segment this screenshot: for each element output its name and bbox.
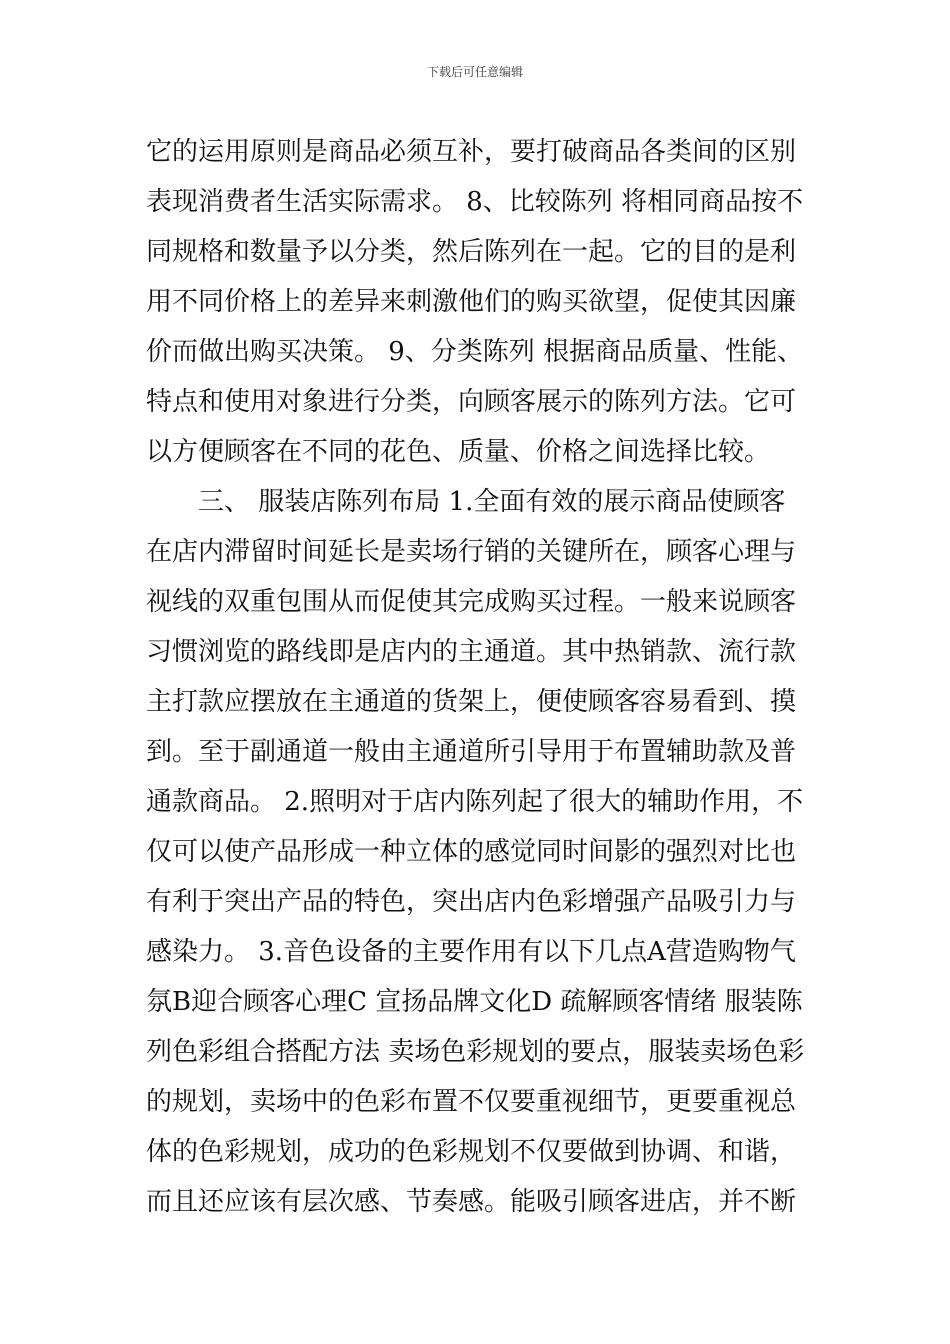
- text-line: 它的运用原则是商品必须互补，要打破商品各类间的区别: [146, 137, 797, 167]
- text-line: 到。至于副通道一般由主通道所引导用于布置辅助款及普: [146, 737, 797, 767]
- document-body: [146, 127, 806, 1227]
- text-line: 以方便顾客在不同的花色、质量、价格之间选择比较。: [146, 437, 771, 467]
- text-line: 氛B迎合顾客心理C 宣扬品牌文化D 疏解顾客情绪 服装陈: [146, 987, 803, 1017]
- text-line: 主打款应摆放在主通道的货架上，便使顾客容易看到、摸: [146, 687, 797, 717]
- text-line: 的规划，卖场中的色彩布置不仅要重视细节，更要重视总: [146, 1087, 797, 1117]
- text-line: 而且还应该有层次感、节奏感。能吸引顾客进店，并不断: [146, 1187, 797, 1217]
- text-line: 通款商品。 2.照明对于店内陈列起了很大的辅助作用，不: [146, 787, 804, 817]
- text-line: 价而做出购买决策。 9、分类陈列 根据商品质量、性能、: [146, 337, 804, 367]
- text-line: 习惯浏览的路线即是店内的主通道。其中热销款、流行款: [146, 637, 797, 667]
- text-line: 感染力。 3.音色设备的主要作用有以下几点A营造购物气: [146, 937, 796, 967]
- text-line: 特点和使用对象进行分类，向顾客展示的陈列方法。它可: [146, 387, 797, 417]
- page-header: 下载后可任意编辑: [426, 65, 523, 79]
- text-line: 三、 服装店陈列布局 1.全面有效的展示商品使顾客: [146, 487, 786, 517]
- text-line: 同规格和数量予以分类，然后陈列在一起。它的目的是利: [146, 237, 797, 267]
- text-line: 列色彩组合搭配方法 卖场色彩规划的要点，服装卖场色彩: [146, 1037, 805, 1067]
- text-line: 在店内滞留时间延长是卖场行销的关键所在，顾客心理与: [146, 537, 797, 567]
- text-line: 有利于突出产品的特色，突出店内色彩增强产品吸引力与: [146, 887, 797, 917]
- text-line: 用不同价格上的差异来刺激他们的购买欲望，促使其因廉: [146, 287, 797, 317]
- text-line: 表现消费者生活实际需求。 8、比较陈列 将相同商品按不: [146, 187, 804, 217]
- text-line: 体的色彩规划，成功的色彩规划不仅要做到协调、和谐，: [146, 1137, 797, 1167]
- text-line: 视线的双重包围从而促使其完成购买过程。一般来说顾客: [146, 587, 797, 617]
- text-line: 仅可以使产品形成一种立体的感觉同时间影的强烈对比也: [146, 837, 797, 867]
